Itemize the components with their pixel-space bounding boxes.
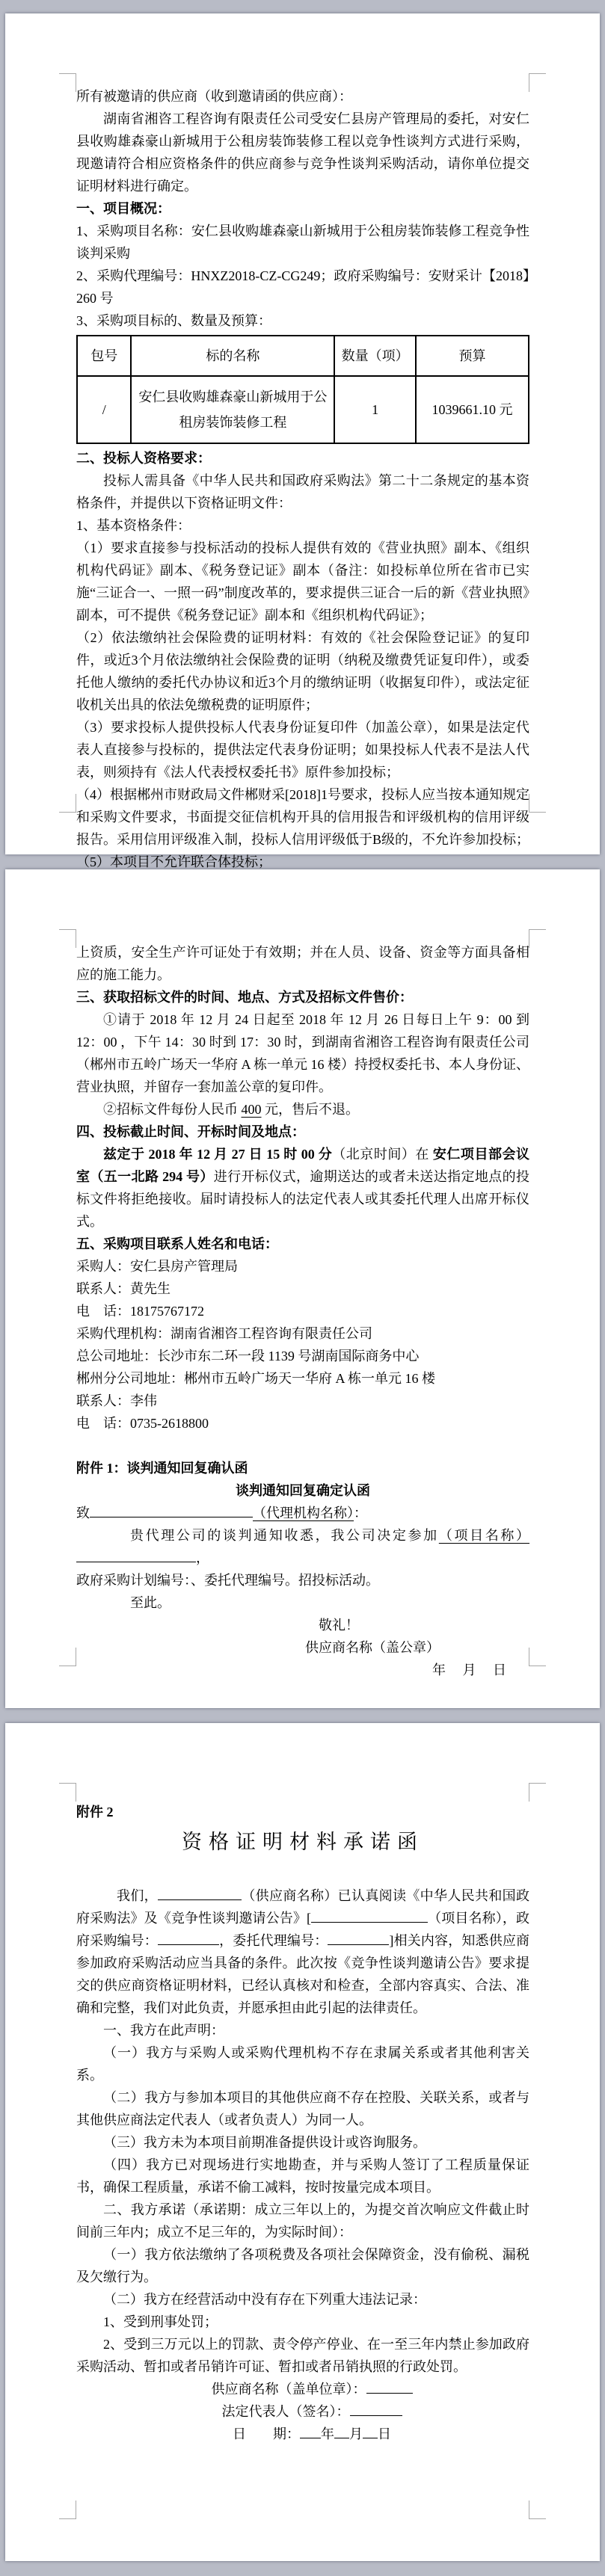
text-boundary-mark <box>59 73 76 92</box>
attachment-1-body2: 政府采购计划编号：、委托代理编号。招投标活动。 <box>76 1573 379 1588</box>
agency-no-blank <box>328 1931 389 1945</box>
para-s5: ]相关内容，知悉供应商参加政府采购活动应当具备的条件。此次按《竞争性谈判邀请公告》要求提交的供应商资格证明材料，已经认真核对和检查，全部内容真实、合法、准确和完整，我们对此负责，并愿承担由此引起的法律责任。 <box>76 1933 530 2015</box>
procurement-table <box>76 335 529 444</box>
contact-branch-address: 郴州分公司地址：郴州市五岭广场天一华府 A 栋一单元 16 楼 <box>76 1371 436 1386</box>
section1-item-1: 1、采购项目名称：安仁县收购雄森豪山新城用于公租房装饰装修工程竞争性谈判采购 <box>76 224 529 261</box>
commitment-paragraph <box>76 1885 529 2019</box>
sign-representative-line <box>76 2400 529 2423</box>
intro-paragraph: 湖南省湘咨工程咨询有限责任公司受安仁县房产管理局的委托，对安仁县收购雄森豪山新城用于公租房装饰装修工程以竞争性谈判方式进行采购，现邀请符合相应资格条件的供应商参与竞争性谈判采购活动，请你单位提交证明材料进行确定。 <box>76 111 529 194</box>
sign-supplier-label: 供应商名称（盖单位章）： <box>211 2382 366 2397</box>
section4-heading: 四、投标截止时间、开标时间及地点： <box>76 1124 305 1139</box>
page-3 <box>5 1723 600 2561</box>
sign-date-day: 日 <box>378 2426 391 2441</box>
sign-date-label: 日 期： <box>233 2426 300 2441</box>
sign-representative-label: 法定代表人（签名）： <box>221 2404 350 2419</box>
doc-price-post: 元，售后不退。 <box>265 1102 359 1117</box>
attachment-1-salute: 敬礼！ <box>319 1618 359 1633</box>
contact-person-2: 联系人：李伟 <box>76 1393 157 1408</box>
para-s1: 我们， <box>117 1888 158 1903</box>
text-boundary-mark <box>529 929 546 948</box>
para-s3: （项目名称），政府采购编号： <box>76 1911 530 1948</box>
section3-item-2 <box>76 1098 529 1121</box>
sign-supplier-blank <box>366 2379 413 2394</box>
text-boundary-mark <box>59 1783 76 1802</box>
agency-name-blank <box>90 1503 253 1517</box>
text-boundary-mark <box>59 929 76 948</box>
table-header-quantity: 数量（项） <box>334 336 416 376</box>
salutation: 所有被邀请的供应商（收到邀请函的供应商）： <box>76 89 352 104</box>
promise-item-3: 1、受到刑事处罚； <box>103 2314 218 2329</box>
cell-budget: 1039661.10 元 <box>416 376 529 443</box>
section2-sub1: 1、基本资格条件： <box>76 518 191 533</box>
section1-item-2: 2、采购代理编号：HNXZ2018-CZ-CG249；政府采购编号：安财采计【2018】260 号 <box>76 268 529 306</box>
text-boundary-mark <box>529 1783 546 1802</box>
table-header-name: 标的名称 <box>131 336 334 376</box>
cell-package: / <box>77 376 131 443</box>
body-post: ， <box>196 1550 209 1565</box>
qualification-item-3: （3）要求投标人提供投标人代表身份证复印件（加盖公章），如果是法定代表人直接参与投标的，提供法定代表身份证明；如果投标人代表不是法人代表，则须持有《法人代表授权委托书》原件参加投标； <box>76 720 529 780</box>
sign-date-line <box>76 2423 529 2445</box>
text-boundary-mark <box>59 1648 76 1666</box>
doc-price-pre: ②招标文件每份人民币 <box>103 1102 242 1117</box>
cell-quantity: 1 <box>334 376 416 443</box>
project-name-blank <box>76 1548 196 1562</box>
table-header-budget: 预算 <box>416 336 529 376</box>
attachment-1-label: 附件 1：谈判通知回复确认函 <box>76 1461 248 1476</box>
attachment-1-date: 年 月 日 <box>432 1663 506 1677</box>
body-pre: 贵代理公司的谈判通知收悉，我公司决定参加 <box>130 1528 439 1543</box>
section2-intro: 投标人需具备《中华人民共和国政府采购法》第二十二条规定的基本资格条件，并提供以下资格证明文件： <box>76 473 529 511</box>
to-colon: ： <box>354 1506 367 1520</box>
project-name-blank-2 <box>311 1908 428 1923</box>
doc-price-value: 400 <box>241 1102 262 1117</box>
contact-hq-address: 总公司地址：长沙市东二环一段 1139 号湖南国际商务中心 <box>76 1349 420 1364</box>
contact-person-1: 联系人：黄先生 <box>76 1281 171 1296</box>
contact-phone-2: 电 话：0735-2618800 <box>76 1416 209 1431</box>
text-boundary-mark <box>529 73 546 92</box>
qualification-item-4: （4）根据郴州市财政局文件郴财采[2018]1号要求，投标人应当按本通知规定和采购文件要求，书面提交征信机构开具的信用报告和评级机构的信用评级报告。采用信用评级准入制，投标人信用评级低于B级的，不允许参加投标； <box>76 787 530 847</box>
declare-item-4: （四）我方已对现场进行实地勘查，并与采购人签订了工程质量保证书，确保工程质量，承诺不偷工减料，按时按量完成本项目。 <box>76 2157 529 2195</box>
para-s2: （供应商名称）已认真阅读《中华人民共和国政府采购法》及《竞争性谈判邀请公告》[ <box>76 1888 529 1926</box>
qualification-item-1: （1）要求直接参与投标活动的投标人提供有效的《营业执照》副本、《组织机构代码证》副本、《税务登记证》副本（备注：如投标单位所在省市已实施“三证合一、一照一码”制度改革的，要求提供三证合一后的新《营业执照》副本，可不提供《税务登记证》副本和《组织机构代码证》； <box>76 540 529 623</box>
para-s4: ，委托代理编号： <box>218 1933 328 1948</box>
contact-phone-1: 电 话：18175767172 <box>76 1304 204 1319</box>
text-boundary-mark <box>529 1648 546 1666</box>
promise-item-4: 2、受到三万元以上的罚款、责令停产停业、在一至三年内禁止参加政府采购活动、暂扣或者吊销许可证、暂扣或者吊销执照的行政处罚。 <box>76 2337 529 2374</box>
section3-heading: 三、获取招标文件的时间、地点、方式及招标文件售价： <box>76 990 413 1005</box>
opening-mid: （北京时间）在 <box>332 1147 433 1162</box>
promise-item-1: （一）我方依法缴纳了各项税费及各项社会保障资金，没有偷税、漏税及欠缴行为。 <box>76 2247 529 2284</box>
continuation-paragraph: 上资质，安全生产许可证处于有效期；并在人员、设备、资金等方面具备相应的施工能力。 <box>76 945 529 982</box>
qualification-item-5: （5）本项目不允许联合体投标； <box>76 854 271 869</box>
sign-supplier-line <box>76 2378 529 2400</box>
declare-item-3: （三）我方未为本项目前期准备提供设计或咨询服务。 <box>103 2135 426 2150</box>
section1-item-3: 3、采购项目标的、数量及预算： <box>76 313 271 328</box>
page-3-content <box>5 1723 600 2445</box>
attachment-2-title: 资格证明材料承诺函 <box>182 1831 424 1853</box>
month-blank <box>334 2424 349 2438</box>
attachment-1-signer: 供应商名称（盖公章） <box>305 1640 440 1655</box>
procurement-no-blank <box>158 1931 219 1945</box>
day-blank <box>363 2424 378 2438</box>
table-header-package: 包号 <box>77 336 131 376</box>
supplier-name-blank <box>158 1886 242 1900</box>
to-prefix: 致 <box>76 1506 90 1520</box>
opening-time: 兹定于 2018 年 12 月 27 日 15 时 00 分 <box>103 1147 333 1162</box>
text-boundary-mark <box>59 2500 76 2519</box>
page-1-content <box>5 13 600 940</box>
opening-place: 安仁项目部会议室（五一北路 294 号） <box>76 1147 529 1184</box>
section3-item-1: ①请于 2018 年 12 月 24 日起至 2018 年 12 月 26 日每日上午 9：00 到 12：00 ，下午 14：30 时到 17：30 时，到湖南省湘咨工程咨询有限责任公司（郴州市五岭广场天一华府 A 栋一单元 16 楼）持授权委托书、本人身份证、营业执照，并留存一套加盖公章的复印件。 <box>76 1012 530 1094</box>
promise-item-2: （二）我方在经营活动中没有存在下列重大违法记录： <box>103 2292 426 2307</box>
page-2-content <box>5 869 600 1681</box>
section2-heading: 二、投标人资格要求： <box>76 451 211 466</box>
cell-name: 安仁县收购雄森豪山新城用于公租房装饰装修工程 <box>131 376 334 443</box>
page-1 <box>5 13 600 869</box>
attachment-1-title: 谈判通知回复确定认函 <box>236 1483 370 1498</box>
section5-heading: 五、采购项目联系人姓名和电话： <box>76 1236 278 1251</box>
agency-name-hint: （代理机构名称） <box>253 1506 354 1520</box>
declare-heading: 一、我方在此声明： <box>103 2023 224 2038</box>
page-2 <box>5 869 600 1708</box>
attachment-1-to-line <box>76 1502 529 1524</box>
declare-item-1: （一）我方与采购人或采购代理机构不存在隶属关系或者其他利害关系。 <box>76 2045 529 2083</box>
text-boundary-mark <box>529 794 546 813</box>
sign-date-year: 年 <box>321 2426 334 2441</box>
attachment-2-label: 附件 2 <box>76 1805 114 1819</box>
attachment-1-body <box>76 1524 529 1569</box>
table-header-row <box>77 336 529 376</box>
qualification-item-2: （2）依法缴纳社会保险费的证明材料：有效的《社会保险登记证》的复印件，或近3个月依法缴纳社会保险费的证明（纳税及缴费凭证复印件），或委托他人缴纳的委托代办协议和近3个月的缴纳证明（收据复印件），或法定征收机关出具的依法免缴税费的证明原件； <box>76 630 529 712</box>
contact-agency: 采购代理机构：湖南省湘咨工程咨询有限责任公司 <box>76 1326 372 1341</box>
attachment-1-closing: 至此。 <box>130 1595 171 1610</box>
table-row <box>77 376 529 443</box>
text-boundary-mark <box>529 2500 546 2519</box>
year-blank <box>300 2424 321 2438</box>
attachment-1 <box>76 1457 529 1681</box>
text-boundary-mark <box>59 794 76 813</box>
section1-heading: 一、项目概况： <box>76 201 171 216</box>
sign-date-month: 月 <box>349 2426 363 2441</box>
project-name-hint: （项目名称） <box>438 1528 530 1543</box>
opening-rest: 进行开标仪式，逾期送达的或者未送达指定地点的投标文件将拒绝接收。届时请投标人的法定代表人或其委托代理人出席开标仪式。 <box>76 1169 529 1229</box>
declare-item-2: （二）我方与参加本项目的其他供应商不存在控股、关联关系，或者与其他供应商法定代表人（或者负责人）为同一人。 <box>76 2090 529 2127</box>
contact-purchaser: 采购人：安仁县房产管理局 <box>76 1259 238 1274</box>
promise-paragraph: 二、我方承诺（承诺期：成立三年以上的，为提交首次响应文件截止时间前三年内；成立不足三年的，为实际时间）： <box>76 2202 529 2240</box>
section4-paragraph <box>76 1143 529 1233</box>
sign-representative-blank <box>350 2402 402 2416</box>
